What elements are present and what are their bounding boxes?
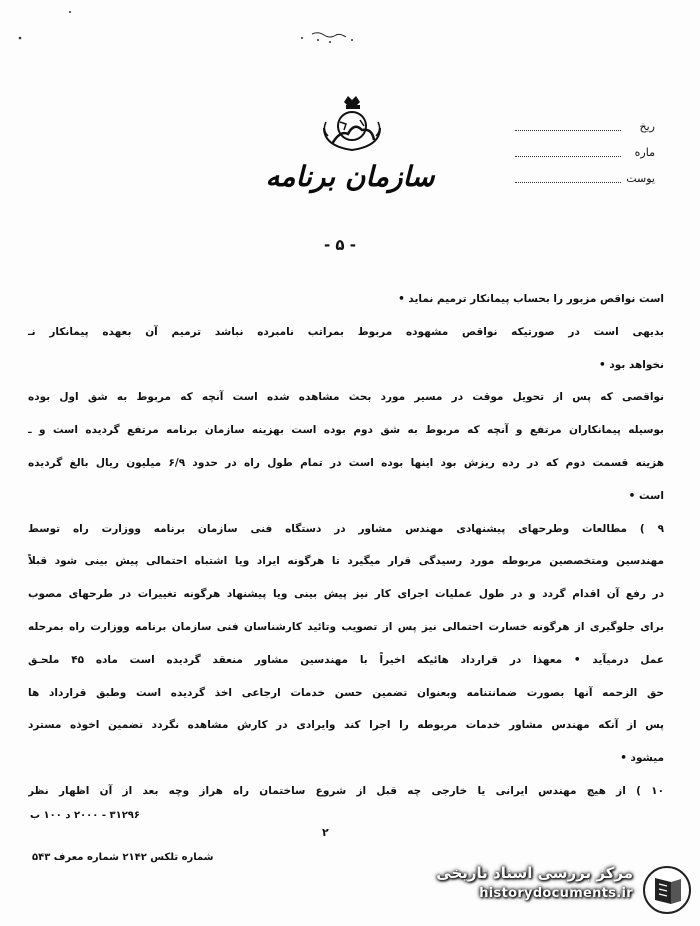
body-line: هزینه قسمت دوم که در رده ریزش بود اینها بوده است در تمام طول راه در حدود ۶/۹ میلیون ریال بالغ گردیده bbox=[28, 456, 664, 469]
body-line: حق الزحمه آنها بصورت ضمانتنامه وبعنوان تضمین حسن خدمات ارجاعی اخذ گردیده است وطبق قرارداد ها bbox=[28, 686, 664, 699]
date-label: ریخ bbox=[639, 120, 655, 133]
date-field bbox=[515, 118, 655, 138]
body-line: بوسیله پیمانکاران مرتفع و آنچه که مربوط به شق دوم بوده است بهزینه سازمان برنامه مرتفع گردیده است و ـ bbox=[28, 424, 664, 437]
watermark-text bbox=[436, 864, 633, 901]
body-line: ۹ ) مطالعات وطرحهای پیشنهادی مهندس مشاور در دستگاه فنی سازمان برنامه ووزارت راه توسط bbox=[28, 522, 664, 535]
telex-number: شماره تلکس ۲۱۴۲ شماره معرف ۵۴۳ bbox=[32, 852, 214, 863]
date-dotted-line bbox=[515, 130, 621, 131]
watermark-logo-icon bbox=[641, 864, 693, 916]
lion-and-sun-emblem bbox=[318, 92, 386, 154]
body-line: نخواهد بود • bbox=[599, 358, 664, 371]
number-label: ماره bbox=[634, 146, 655, 159]
number-dotted-line bbox=[515, 156, 621, 157]
watermark-title: مرکز بررسی اسناد تاریخی bbox=[436, 864, 633, 882]
body-line: عمل درمیآید • معهذا در قرارداد هائیکه اخیراً با مهندسین مشاور منعقد گردیده است ماده ۴۵ ملحـق bbox=[28, 653, 664, 666]
letter-body bbox=[28, 290, 664, 815]
attachment-field bbox=[515, 170, 655, 190]
page-number: - ۵ - bbox=[323, 236, 357, 254]
body-line: پس از آنکه مهندس مشاور خدمات مربوطه را اجرا کند وایرادی در کارش مشاهده نگردد تضمین اخوذه مسترد bbox=[28, 719, 664, 732]
body-line: ۱۰ ) از هیچ مهندس ایرانی یا خارجی چه قبل از شروع ساختمان راه هراز وچه بعد از آن اظهار نظر bbox=[28, 784, 664, 797]
organization-title: سازمان برنامه bbox=[265, 160, 435, 193]
body-line: برای جلوگیری از هرگونه خسارت احتمالی نیز پس از تصویب وتائید کارشناسان فنی سازمان برنامه ووزارت راه بمرحله bbox=[28, 620, 664, 633]
watermark bbox=[405, 860, 695, 920]
body-line: است نواقص مزبور را بحساب پیمانکار ترمیم نماید • bbox=[398, 293, 664, 305]
body-line: بدیهی است در صورتیکه نواقص مشهوده مربوط بمراتب نامبرده نباشد ترمیم آن بعهده پیمانکار نـ bbox=[28, 325, 664, 338]
print-code: ۳۱۲۹۶ - ۲۰۰۰ د ۱۰۰ ب bbox=[30, 810, 141, 821]
attachment-dotted-line bbox=[515, 182, 621, 183]
footer-mark: ۲ bbox=[322, 826, 329, 839]
scan-specks bbox=[0, 0, 700, 80]
body-line: مهندسین ومتخصصین مربوطه مورد رسیدگی قرار میگیرد تا هرگونه ایراد ویا اشتباه احتمالی پیش بینی شود قبلاً bbox=[28, 555, 664, 568]
attachment-label: یوست bbox=[626, 172, 655, 185]
body-line: میشود • bbox=[620, 752, 664, 765]
body-line: نواقصی که پس از تحویل موقت در مسیر مورد بحث مشاهده شده است آنچه که مربوط به شق اول بوده bbox=[28, 391, 664, 404]
watermark-url: historydocuments.ir bbox=[479, 886, 633, 901]
number-field bbox=[515, 144, 655, 164]
body-line: در رفع آن اقدام گردد و در طول عملیات اجرای کار نیز پیش بینی ویا پیشنهاد هرگونه تغییرات در طرحهای مصوب bbox=[28, 588, 664, 601]
body-line: است • bbox=[628, 489, 664, 502]
